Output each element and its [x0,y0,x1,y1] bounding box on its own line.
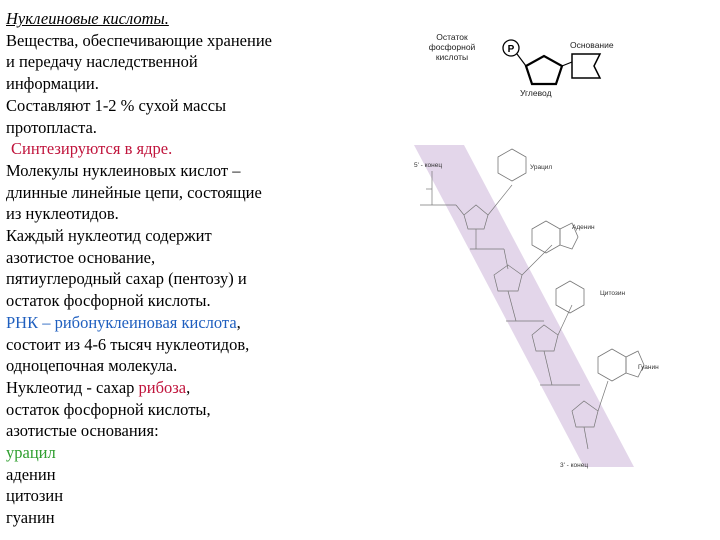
cytosine-label: Цитозин [600,290,626,297]
rna-comma: , [236,312,241,332]
bases-line: азотистые основания: [6,421,159,441]
ribose-line [6,377,314,399]
definition-line: информации. [6,74,99,94]
sugar-label: Углевод [520,88,552,98]
nucleotide-line: остаток фосфорной кислоты. [6,291,211,311]
guanine-label: Гуанин [638,364,659,371]
nucleotide-line: Каждый нуклеотид содержит [6,226,212,246]
rna-line: одноцепочная молекула. [6,356,178,376]
nucleotide-line: азотистое основание, [6,247,156,267]
ribose-suffix: , [186,377,191,397]
uracil-label: Урацил [530,164,553,171]
five-prime-end-label: 5' - конец [414,162,443,169]
ribose-prefix: Нуклеотид - сахар [6,377,139,397]
base-uracil: урацил [6,443,56,463]
base-label: Основание [570,40,614,50]
definition-line: и передачу наследственной [6,52,198,72]
backbone-band [414,145,634,467]
ribose-word: рибоза [138,377,187,397]
phosphate-label-1: Остаток [436,32,468,42]
guanine-ring-6 [598,349,626,381]
base-adenine: аденин [6,464,56,484]
content-text [6,8,314,529]
slide-title: Нуклеиновые кислоты. [6,9,169,28]
uracil-ring [498,149,526,181]
rna-line: состоит из 4-6 тысяч нуклеотидов, [6,334,250,354]
phosphate-line: остаток фосфорной кислоты, [6,399,211,419]
rna-definition: РНК – рибонуклеиновая кислота [6,312,237,332]
molecule-line: из нуклеотидов. [6,204,119,224]
molecule-line: Молекулы нуклеиновых кислот – [6,160,241,180]
mass-line: протопласта. [6,117,97,137]
nucleotide-structure-diagram [422,30,632,100]
three-prime-end-label: 3' - конец [560,462,589,469]
synthesis-line: Синтезируются в ядре. [11,139,173,159]
definition-line: Вещества, обеспечивающие хранение [6,30,272,50]
rna-chain-diagram [412,145,662,475]
phosphate-symbol: P [507,44,515,55]
rna-definition-line [6,312,314,334]
molecule-line: длинные линейные цепи, состоящие [6,182,262,202]
base-shape [572,54,600,78]
phosphate-label-3: кислоты [435,52,469,62]
base-guanine: гуанин [6,508,55,528]
mass-line: Составляют 1-2 % сухой массы [6,95,227,115]
adenine-ring-6 [532,221,560,253]
adenine-label: Аденин [572,224,595,231]
sugar-pentagon [526,56,562,84]
cytosine-ring [556,281,584,313]
base-cytosine: цитозин [6,486,64,506]
nucleotide-line: пятиуглеродный сахар (пентозу) и [6,269,247,289]
phosphate-label-2: фосфорной [428,42,476,52]
